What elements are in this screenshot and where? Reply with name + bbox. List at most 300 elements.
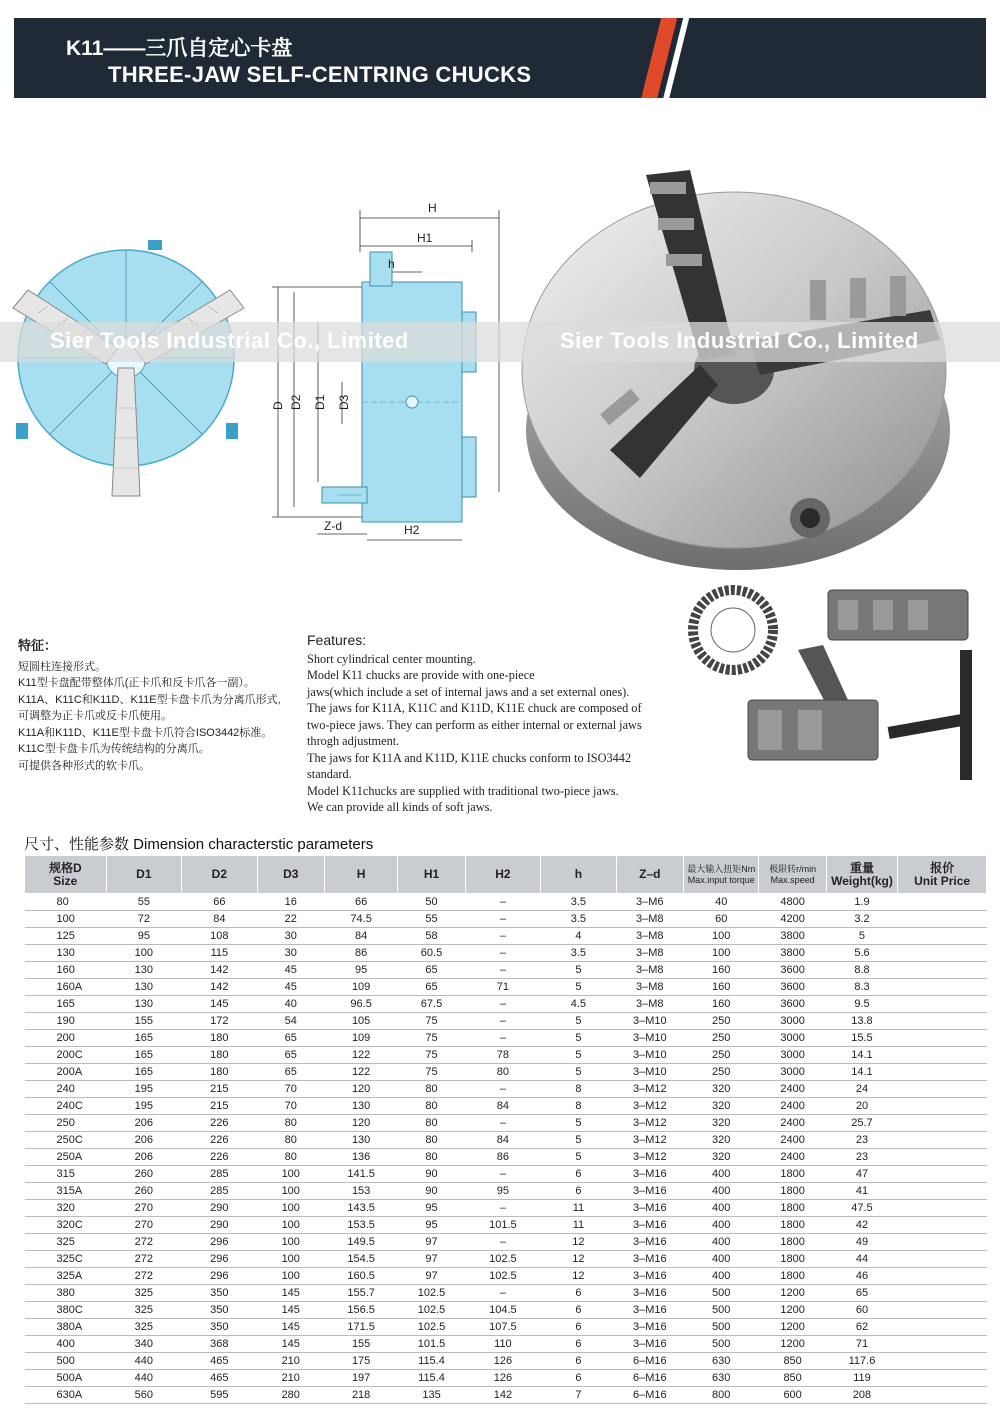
table-cell: 350 <box>182 1285 257 1302</box>
table-cell <box>898 1234 987 1251</box>
table-cell: 165 <box>25 996 107 1013</box>
table-cell: 325C <box>25 1251 107 1268</box>
table-cell: 80 <box>25 894 107 911</box>
table-cell <box>898 1217 987 1234</box>
table-cell: 15.5 <box>826 1030 897 1047</box>
table-cell: 320C <box>25 1217 107 1234</box>
table-row <box>25 1013 987 1030</box>
table-cell: 120 <box>324 1081 397 1098</box>
table-cell: 3–M16 <box>616 1200 683 1217</box>
table-cell: 380A <box>25 1319 107 1336</box>
table-cell: 117.6 <box>826 1353 897 1370</box>
table-cell: 1800 <box>759 1166 826 1183</box>
table-cell: – <box>465 996 540 1013</box>
table-cell: 65 <box>398 979 465 996</box>
table-cell: 115 <box>182 945 257 962</box>
table-cell: 4800 <box>759 894 826 911</box>
table-cell: 105 <box>324 1013 397 1030</box>
table-cell <box>898 1370 987 1387</box>
table-cell: 320 <box>683 1098 758 1115</box>
table-row <box>25 894 987 911</box>
table-cell: 136 <box>324 1149 397 1166</box>
table-cell: 70 <box>257 1098 324 1115</box>
table-cell: 100 <box>257 1183 324 1200</box>
table-cell: 206 <box>106 1149 181 1166</box>
table-cell: 165 <box>106 1030 181 1047</box>
table-cell: 3–M10 <box>616 1013 683 1030</box>
table-cell: 102.5 <box>398 1319 465 1336</box>
table-cell: 400 <box>683 1200 758 1217</box>
table-cell: 250 <box>683 1047 758 1064</box>
table-cell: 206 <box>106 1132 181 1149</box>
table-cell: – <box>465 1030 540 1047</box>
table-cell: 125 <box>25 928 107 945</box>
table-cell: – <box>465 911 540 928</box>
table-cell <box>898 1336 987 1353</box>
table-cell: 6 <box>541 1353 616 1370</box>
table-cell: 315A <box>25 1183 107 1200</box>
table-row <box>25 1285 987 1302</box>
table-cell: 100 <box>257 1166 324 1183</box>
table-cell: 155 <box>106 1013 181 1030</box>
table-cell: 30 <box>257 928 324 945</box>
front-view-drawing <box>8 238 258 508</box>
table-cell: 3–M10 <box>616 1064 683 1081</box>
table-cell: 130 <box>324 1098 397 1115</box>
table-cell: 45 <box>257 962 324 979</box>
watermark-text-left: Sier Tools Industrial Co., Limited <box>50 328 409 353</box>
table-cell: 5 <box>541 979 616 996</box>
table-cell: 3000 <box>759 1047 826 1064</box>
table-cell: 3–M8 <box>616 962 683 979</box>
table-cell: 2400 <box>759 1081 826 1098</box>
table-cell: 130 <box>106 962 181 979</box>
table-cell: 226 <box>182 1115 257 1132</box>
table-cell: 6 <box>541 1302 616 1319</box>
table-row <box>25 1081 987 1098</box>
col-header-weight: 重量 Weight(kg) <box>826 856 897 894</box>
table-cell: 350 <box>182 1319 257 1336</box>
table-cell: 130 <box>106 996 181 1013</box>
table-cell: 3–M8 <box>616 911 683 928</box>
table-row <box>25 962 987 979</box>
table-cell: 285 <box>182 1166 257 1183</box>
table-cell <box>898 1064 987 1081</box>
table-cell: 20 <box>826 1098 897 1115</box>
table-cell: 380 <box>25 1285 107 1302</box>
table-row <box>25 928 987 945</box>
table-cell: 3000 <box>759 1013 826 1030</box>
table-cell: 71 <box>465 979 540 996</box>
table-cell: 145 <box>257 1285 324 1302</box>
table-cell: 500 <box>683 1336 758 1353</box>
table-cell: 325 <box>106 1285 181 1302</box>
table-cell: 130 <box>106 979 181 996</box>
features-en-line: standard. <box>307 767 352 781</box>
table-cell: 58 <box>398 928 465 945</box>
table-cell: 215 <box>182 1098 257 1115</box>
table-cell: 86 <box>465 1149 540 1166</box>
table-cell: 8.3 <box>826 979 897 996</box>
table-cell: – <box>465 928 540 945</box>
table-cell: 3–M16 <box>616 1285 683 1302</box>
table-cell: 1800 <box>759 1251 826 1268</box>
table-cell: 130 <box>25 945 107 962</box>
table-cell: 165 <box>106 1047 181 1064</box>
table-cell: 2400 <box>759 1132 826 1149</box>
table-cell: 80 <box>398 1098 465 1115</box>
col-header-size: 规格D Size <box>25 856 107 894</box>
table-cell: 171.5 <box>324 1319 397 1336</box>
table-cell: 75 <box>398 1013 465 1030</box>
table-cell: 135 <box>398 1387 465 1404</box>
table-cell: 104.5 <box>465 1302 540 1319</box>
col-header-zd: Z–d <box>616 856 683 894</box>
table-title: 尺寸、性能参数 Dimension characterstic parameters <box>24 836 374 853</box>
table-cell: 143.5 <box>324 1200 397 1217</box>
table-cell: 260 <box>106 1183 181 1200</box>
table-cell: 175 <box>324 1353 397 1370</box>
table-cell: 3–M16 <box>616 1268 683 1285</box>
table-cell: 65 <box>398 962 465 979</box>
table-cell: 6 <box>541 1336 616 1353</box>
table-cell: 4200 <box>759 911 826 928</box>
table-cell: 400 <box>683 1234 758 1251</box>
table-cell: 80 <box>465 1064 540 1081</box>
table-cell: 3–M10 <box>616 1047 683 1064</box>
features-en-line: Model K11chucks are supplied with traditional two-piece jaws. <box>307 783 619 798</box>
table-cell: 6 <box>541 1319 616 1336</box>
table-cell: 3–M8 <box>616 928 683 945</box>
table-cell: 850 <box>759 1353 826 1370</box>
table-cell: 630A <box>25 1387 107 1404</box>
table-cell: 2400 <box>759 1115 826 1132</box>
table-cell: 55 <box>398 911 465 928</box>
table-cell: 95 <box>465 1183 540 1200</box>
table-cell: 41 <box>826 1183 897 1200</box>
features-cn-line: 短圆柱连接形式。 <box>18 660 106 673</box>
table-cell: 4 <box>541 928 616 945</box>
table-cell: 340 <box>106 1336 181 1353</box>
table-cell: 5 <box>541 1115 616 1132</box>
dim-label-d2: D2 <box>289 394 303 410</box>
table-cell: 75 <box>398 1047 465 1064</box>
table-row <box>25 1047 987 1064</box>
table-cell: 22 <box>257 911 324 928</box>
table-cell: 13.8 <box>826 1013 897 1030</box>
table-cell: 290 <box>182 1200 257 1217</box>
table-cell: 8 <box>541 1081 616 1098</box>
table-cell: 400 <box>25 1336 107 1353</box>
features-cn-line: 可提供各种形式的软卡爪。 <box>18 759 150 772</box>
table-cell: 12 <box>541 1234 616 1251</box>
col-header-d1: D1 <box>106 856 181 894</box>
table-cell: 16 <box>257 894 324 911</box>
table-cell: 109 <box>324 1030 397 1047</box>
table-cell: 80 <box>398 1115 465 1132</box>
table-cell: 368 <box>182 1336 257 1353</box>
table-cell: 24 <box>826 1081 897 1098</box>
table-cell: 97 <box>398 1268 465 1285</box>
table-cell <box>898 911 987 928</box>
col-header-torque: 最大输入扭矩Nm Max.input torque <box>683 856 758 894</box>
table-cell: – <box>465 962 540 979</box>
table-cell: 630 <box>683 1370 758 1387</box>
table-cell: 200C <box>25 1047 107 1064</box>
table-cell <box>898 1081 987 1098</box>
table-cell: – <box>465 1234 540 1251</box>
table-cell: 1800 <box>759 1183 826 1200</box>
table-cell: 71 <box>826 1336 897 1353</box>
table-cell: 9.5 <box>826 996 897 1013</box>
features-cn-line: 可调整为正卡爪或反卡爪使用。 <box>18 710 172 722</box>
table-cell: 46 <box>826 1268 897 1285</box>
table-cell: 14.1 <box>826 1047 897 1064</box>
table-cell: 325 <box>106 1302 181 1319</box>
table-cell: 4.5 <box>541 996 616 1013</box>
table-cell: 96.5 <box>324 996 397 1013</box>
table-cell: 100 <box>257 1234 324 1251</box>
table-row <box>25 1149 987 1166</box>
table-cell: 47 <box>826 1166 897 1183</box>
table-cell: 210 <box>257 1353 324 1370</box>
table-cell: 320 <box>25 1200 107 1217</box>
table-cell: 107.5 <box>465 1319 540 1336</box>
table-cell <box>898 1013 987 1030</box>
table-cell: 141.5 <box>324 1166 397 1183</box>
table-cell: 3–M16 <box>616 1217 683 1234</box>
table-cell: 115.4 <box>398 1370 465 1387</box>
table-cell: 72 <box>106 911 181 928</box>
table-cell: 6 <box>541 1166 616 1183</box>
table-cell: 155 <box>324 1336 397 1353</box>
table-cell: 250C <box>25 1132 107 1149</box>
table-cell: 126 <box>465 1353 540 1370</box>
table-cell <box>898 996 987 1013</box>
table-cell: 95 <box>106 928 181 945</box>
table-cell: 3–M8 <box>616 979 683 996</box>
table-cell: 3–M8 <box>616 945 683 962</box>
dim-label-h-small: h <box>388 257 395 271</box>
table-cell: – <box>465 1285 540 1302</box>
table-cell: 75 <box>398 1064 465 1081</box>
chuck-photo <box>520 160 950 580</box>
table-cell: 90 <box>398 1166 465 1183</box>
dim-label-d3: D3 <box>337 394 351 410</box>
table-cell: 95 <box>398 1217 465 1234</box>
table-cell <box>898 1149 987 1166</box>
table-row <box>25 1030 987 1047</box>
table-cell: 101.5 <box>465 1217 540 1234</box>
table-cell <box>898 962 987 979</box>
table-cell: 30 <box>257 945 324 962</box>
table-cell: 8.8 <box>826 962 897 979</box>
table-cell: 25.7 <box>826 1115 897 1132</box>
table-cell: 3–M16 <box>616 1166 683 1183</box>
table-cell: 154.5 <box>324 1251 397 1268</box>
col-header-d2: D2 <box>182 856 257 894</box>
table-cell: 5 <box>541 1047 616 1064</box>
table-cell: 197 <box>324 1370 397 1387</box>
table-cell: 1200 <box>759 1285 826 1302</box>
table-cell: 142 <box>182 962 257 979</box>
table-cell <box>898 1115 987 1132</box>
table-cell: 200 <box>25 1030 107 1047</box>
table-cell: 40 <box>683 894 758 911</box>
table-row <box>25 1336 987 1353</box>
table-cell <box>898 1302 987 1319</box>
table-row <box>25 1319 987 1336</box>
features-cn-line: K11A和K11D、K11E型卡盘卡爪符合ISO3442标准。 <box>18 726 273 739</box>
table-row <box>25 1098 987 1115</box>
table-cell: 218 <box>324 1387 397 1404</box>
table-cell: 270 <box>106 1200 181 1217</box>
table-cell: 14.1 <box>826 1064 897 1081</box>
table-cell: 1800 <box>759 1217 826 1234</box>
table-cell: 1800 <box>759 1200 826 1217</box>
table-cell: 102.5 <box>398 1302 465 1319</box>
table-cell: 160 <box>25 962 107 979</box>
table-cell: 3000 <box>759 1030 826 1047</box>
features-en-line: jaws(which include a set of internal jaws and a set external ones). <box>307 684 630 699</box>
table-row <box>25 1302 987 1319</box>
dim-label-d1: D1 <box>313 394 327 410</box>
table-cell <box>898 1200 987 1217</box>
table-cell: 5 <box>541 1149 616 1166</box>
table-cell: 49 <box>826 1234 897 1251</box>
table-cell: 325 <box>25 1234 107 1251</box>
table-cell: 55 <box>106 894 181 911</box>
table-cell: 3–M6 <box>616 894 683 911</box>
table-cell: 3.2 <box>826 911 897 928</box>
table-cell: 320 <box>683 1115 758 1132</box>
table-row <box>25 945 987 962</box>
table-cell: 6 <box>541 1183 616 1200</box>
features-chinese <box>18 638 308 774</box>
features-en-heading: Features: <box>307 632 367 648</box>
table-cell: 630 <box>683 1353 758 1370</box>
table-cell: 102.5 <box>465 1251 540 1268</box>
table-row <box>25 1166 987 1183</box>
side-view-drawing <box>262 192 512 552</box>
features-cn-heading: 特征： <box>18 638 58 653</box>
table-cell: 66 <box>324 894 397 911</box>
table-cell: 500 <box>25 1353 107 1370</box>
features-en-line: Short cylindrical center mounting. <box>307 651 476 666</box>
table-cell: 8 <box>541 1098 616 1115</box>
table-cell: 2400 <box>759 1098 826 1115</box>
table-cell: 190 <box>25 1013 107 1030</box>
table-cell: 3–M12 <box>616 1081 683 1098</box>
table-cell: 400 <box>683 1166 758 1183</box>
watermark-band <box>0 322 1000 362</box>
table-cell: 145 <box>257 1336 324 1353</box>
table-cell: 70 <box>257 1081 324 1098</box>
table-cell: 5 <box>541 1013 616 1030</box>
table-cell: 142 <box>182 979 257 996</box>
table-cell: 3.5 <box>541 894 616 911</box>
table-cell: 3–M12 <box>616 1115 683 1132</box>
table-cell: 149.5 <box>324 1234 397 1251</box>
table-cell <box>898 1047 987 1064</box>
table-cell: 45 <box>257 979 324 996</box>
table-cell: 3600 <box>759 979 826 996</box>
table-cell: 145 <box>182 996 257 1013</box>
table-cell: 23 <box>826 1132 897 1149</box>
table-cell: 12 <box>541 1251 616 1268</box>
table-cell: 160A <box>25 979 107 996</box>
table-cell: – <box>465 945 540 962</box>
table-cell: 240C <box>25 1098 107 1115</box>
spec-table <box>24 855 987 1404</box>
table-cell: 296 <box>182 1268 257 1285</box>
table-cell: 84 <box>182 911 257 928</box>
table-cell: 65 <box>257 1047 324 1064</box>
table-row <box>25 1217 987 1234</box>
table-cell: 7 <box>541 1387 616 1404</box>
table-cell: 600 <box>759 1387 826 1404</box>
table-row <box>25 1200 987 1217</box>
table-cell: 80 <box>398 1149 465 1166</box>
table-cell: 100 <box>25 911 107 928</box>
table-cell: 3.5 <box>541 911 616 928</box>
table-cell: 180 <box>182 1030 257 1047</box>
table-cell: 465 <box>182 1370 257 1387</box>
features-en-line: two-piece jaws. They can perform as either internal or external jaws <box>307 717 642 732</box>
table-cell: 400 <box>683 1183 758 1200</box>
table-cell <box>898 945 987 962</box>
table-cell: 500 <box>683 1302 758 1319</box>
table-cell: 6 <box>541 1285 616 1302</box>
table-cell: 5 <box>541 1030 616 1047</box>
table-row <box>25 911 987 928</box>
table-cell: 97 <box>398 1251 465 1268</box>
table-cell: 3–M16 <box>616 1319 683 1336</box>
table-cell: – <box>465 894 540 911</box>
table-row <box>25 1251 987 1268</box>
table-cell: 296 <box>182 1234 257 1251</box>
table-cell: 42 <box>826 1217 897 1234</box>
table-cell <box>898 1183 987 1200</box>
table-cell: 3600 <box>759 962 826 979</box>
table-cell: 250 <box>683 1064 758 1081</box>
table-cell: 160 <box>683 996 758 1013</box>
features-english <box>307 632 705 816</box>
table-row <box>25 1132 987 1149</box>
table-cell: 272 <box>106 1234 181 1251</box>
table-cell: 320 <box>683 1132 758 1149</box>
table-cell: 850 <box>759 1370 826 1387</box>
table-cell: 95 <box>324 962 397 979</box>
table-cell: 65 <box>257 1030 324 1047</box>
table-row <box>25 1353 987 1370</box>
table-cell: 80 <box>257 1132 324 1149</box>
table-cell: 195 <box>106 1098 181 1115</box>
table-cell: 315 <box>25 1166 107 1183</box>
table-cell <box>898 1132 987 1149</box>
table-cell: 2400 <box>759 1149 826 1166</box>
table-cell: 145 <box>257 1302 324 1319</box>
table-cell: 122 <box>324 1064 397 1081</box>
table-cell: 60.5 <box>398 945 465 962</box>
table-cell: 400 <box>683 1251 758 1268</box>
table-cell: 272 <box>106 1268 181 1285</box>
table-cell: 3–M16 <box>616 1251 683 1268</box>
table-cell: 6–M16 <box>616 1370 683 1387</box>
col-header-speed: 极限转r/min Max.speed <box>759 856 826 894</box>
table-cell: 6 <box>541 1370 616 1387</box>
table-cell: 226 <box>182 1132 257 1149</box>
